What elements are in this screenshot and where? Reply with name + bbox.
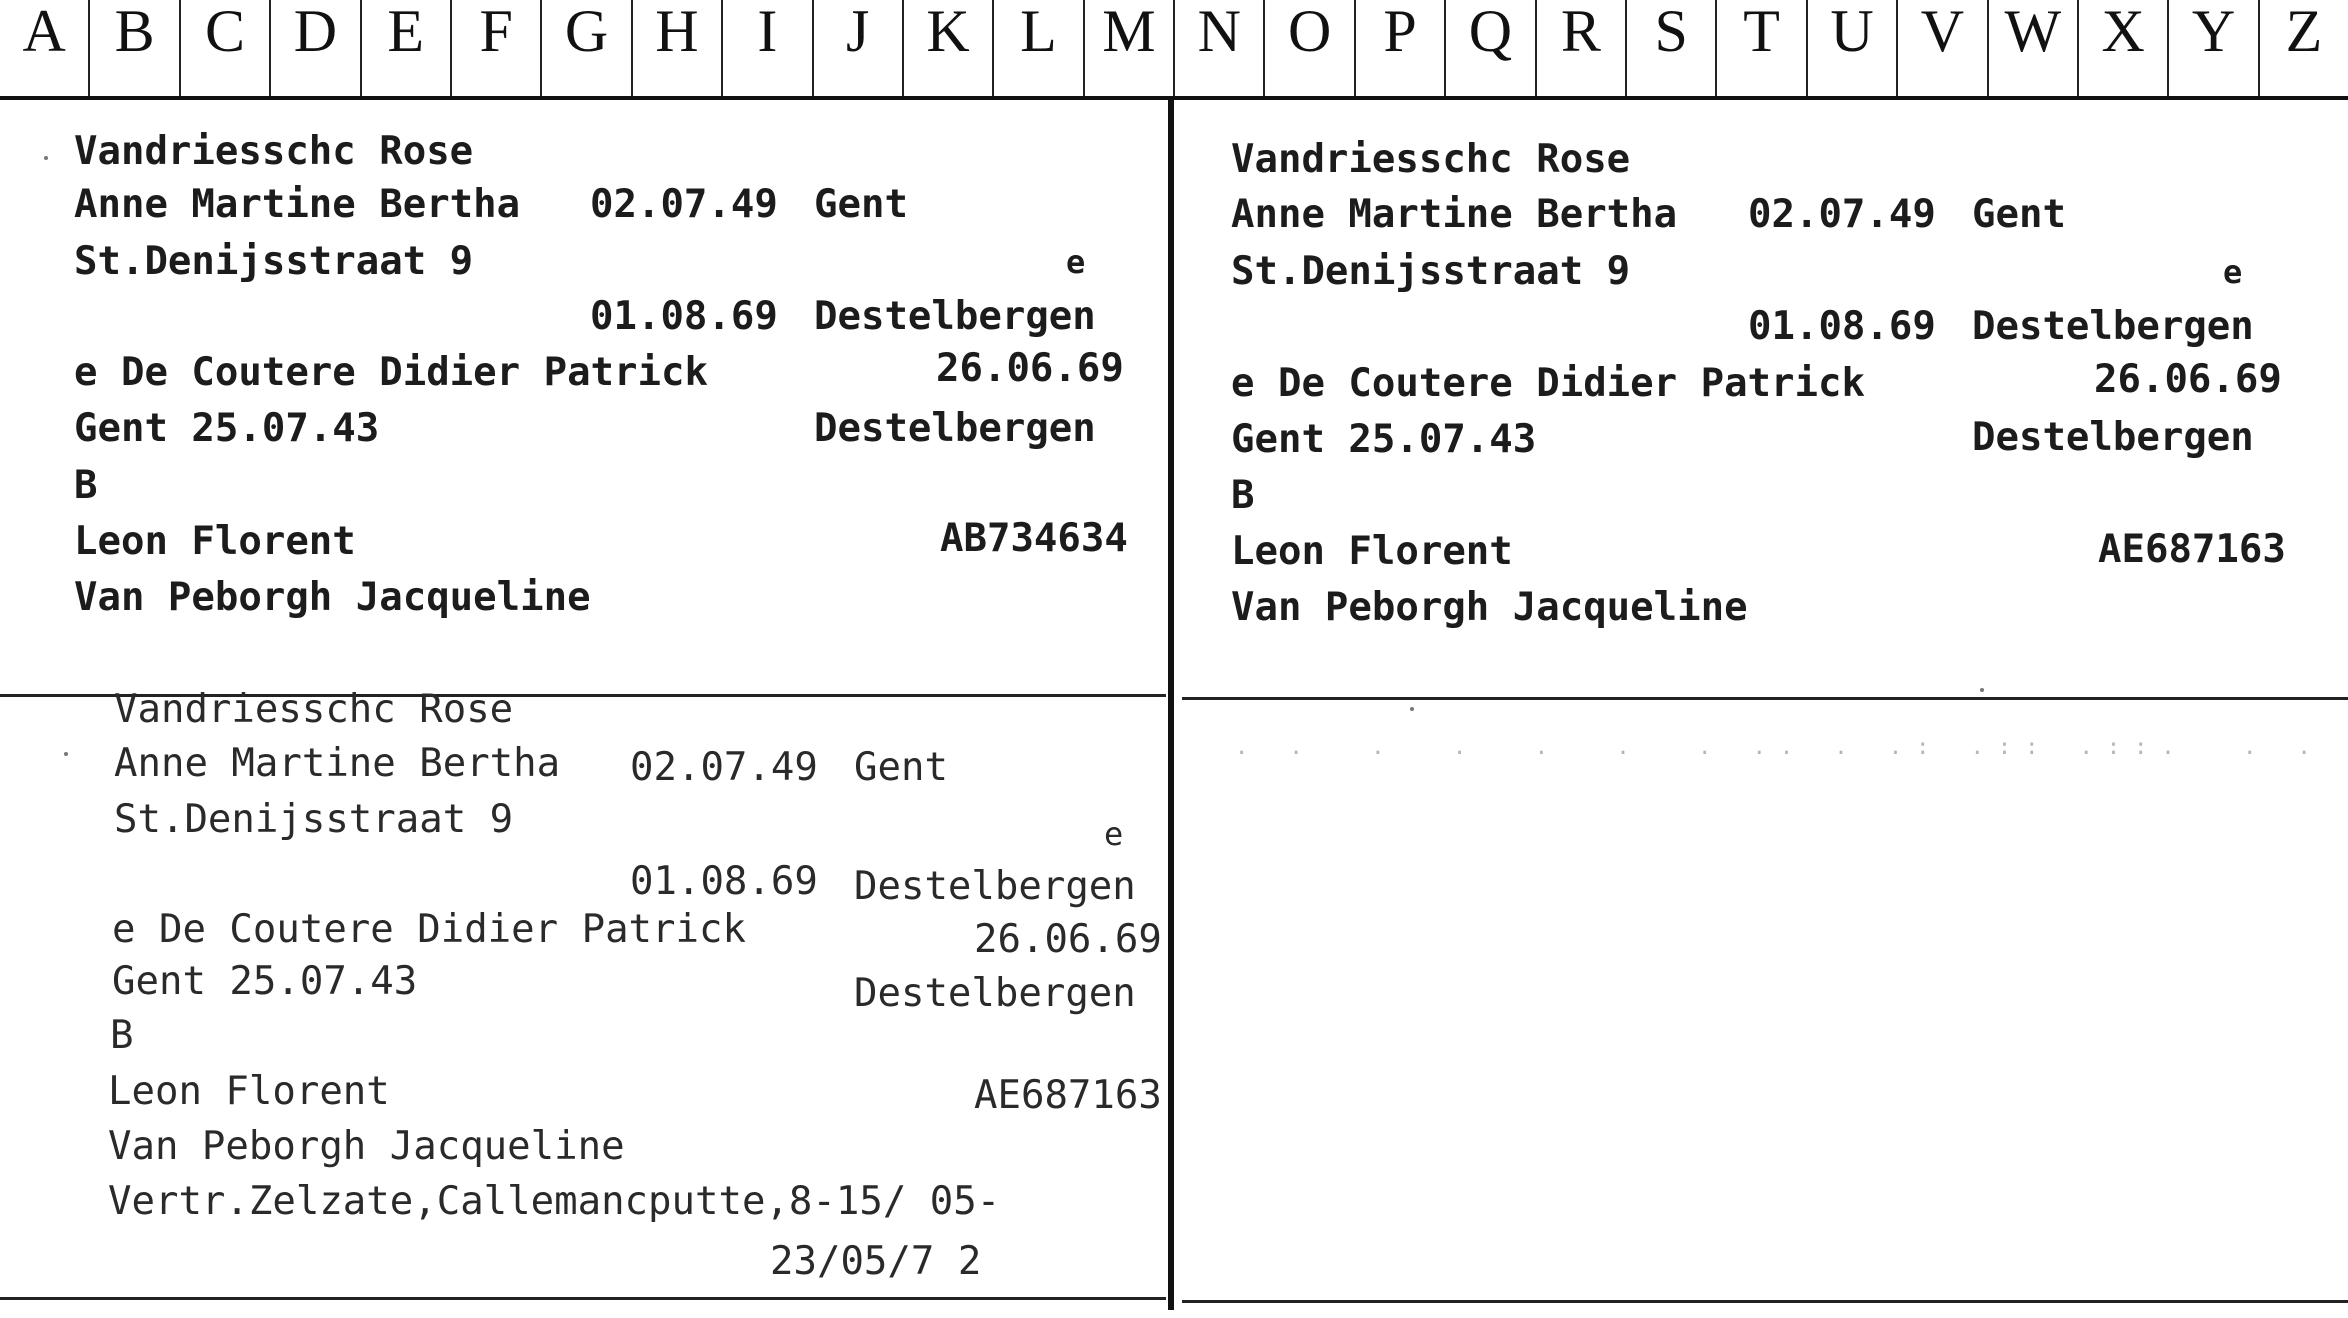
vertical-divider (1168, 100, 1174, 1310)
record-address: St.Denijsstraat 9 (114, 797, 514, 842)
index-letter-w: W (1987, 0, 2077, 96)
record-name: Vandriesschc Rose (1231, 137, 1631, 182)
record-name: Vandriesschc Rose (74, 129, 474, 174)
record-address: St.Denijsstraat 9 (1231, 249, 1631, 294)
index-letter-z: Z (2258, 0, 2348, 96)
record-birth-date: 02.07.49 (630, 745, 818, 790)
record-spouse: e De Coutere Didier Patrick (74, 350, 708, 395)
record-given-names: Anne Martine Bertha (1231, 192, 1678, 237)
scan-noise: . . . . . . . .. . .: .:: .::. . . (1235, 735, 2325, 760)
record-birth-date: 02.07.49 (1748, 192, 1936, 237)
record-superscript: e (2223, 253, 2243, 291)
index-letter-a: A (22, 0, 66, 64)
scan-speck (1980, 688, 1984, 692)
record-birth-date: 02.07.49 (590, 182, 778, 227)
record-birth-place: Gent (814, 182, 908, 227)
record-spouse-birth: Gent 25.07.43 (1231, 417, 1537, 462)
index-letter-y: Y (2167, 0, 2257, 96)
alphabet-index-strip (0, 0, 2348, 100)
index-letter-m: M (1083, 0, 1173, 96)
record-code: B (110, 1013, 134, 1058)
record-address: St.Denijsstraat 9 (74, 239, 474, 284)
record-superscript: e (1104, 815, 1124, 853)
record-spouse-birth: Gent 25.07.43 (112, 959, 418, 1004)
index-letter-p: P (1354, 0, 1444, 96)
record-registration-place: Destelbergen (814, 294, 1096, 339)
record-id-number: AB734634 (940, 516, 1128, 561)
index-letter-x: X (2077, 0, 2167, 96)
index-letter-t: T (1715, 0, 1805, 96)
record-note-date: 23/05/7 2 (770, 1239, 982, 1284)
record-given-names: Anne Martine Bertha (74, 182, 521, 227)
record-id-number: AE687163 (2098, 527, 2286, 572)
index-letter-q: Q (1444, 0, 1534, 96)
index-letter-g: G (540, 0, 630, 96)
record-spouse: e De Coutere Didier Patrick (112, 907, 746, 952)
record-spouse-birth: Gent 25.07.43 (74, 406, 380, 451)
record-registration-place: Destelbergen (1972, 304, 2254, 349)
index-letter-f: F (450, 0, 540, 96)
index-letter-l: L (992, 0, 1082, 96)
index-letter-b: B (88, 0, 178, 96)
record-marriage-place: Destelbergen (814, 406, 1096, 451)
record-marriage-date: 26.06.69 (936, 346, 1124, 391)
record-marriage-place: Destelbergen (854, 971, 1136, 1016)
record-father: Leon Florent (74, 519, 356, 564)
index-letter-d: D (269, 0, 359, 96)
scan-speck (1410, 707, 1414, 711)
record-father: Leon Florent (108, 1069, 390, 1114)
index-letter-s: S (1625, 0, 1715, 96)
index-letter-u: U (1806, 0, 1896, 96)
index-letter-n: N (1173, 0, 1263, 96)
index-letter-c: C (179, 0, 269, 96)
index-letter-j: J (812, 0, 902, 96)
scan-speck (44, 156, 48, 160)
record-code: B (1231, 473, 1255, 518)
record-mother: Van Peborgh Jacqueline (74, 575, 591, 620)
index-letter-o: O (1263, 0, 1353, 96)
record-birth-place: Gent (854, 745, 948, 790)
index-letter-e: E (360, 0, 450, 96)
record-registration-place: Destelbergen (854, 864, 1136, 909)
record-name: Vandriesschc Rose (114, 687, 514, 732)
index-letter-k: K (902, 0, 992, 96)
record-given-names: Anne Martine Bertha (114, 741, 561, 786)
record-id-number: AE687163 (974, 1073, 1162, 1118)
record-marriage-date: 26.06.69 (2094, 357, 2282, 402)
record-marriage-place: Destelbergen (1972, 415, 2254, 460)
index-letter-i: I (721, 0, 811, 96)
record-birth-place: Gent (1972, 192, 2066, 237)
index-letter-r: R (1535, 0, 1625, 96)
record-registration-date: 01.08.69 (590, 294, 778, 339)
record-code: B (74, 463, 98, 508)
horizontal-divider (1182, 697, 2348, 700)
record-spouse: e De Coutere Didier Patrick (1231, 361, 1865, 406)
record-marriage-date: 26.06.69 (974, 917, 1162, 962)
scan-speck (64, 752, 68, 756)
record-superscript: e (1066, 243, 1086, 281)
horizontal-divider (0, 1297, 1166, 1300)
record-note: Vertr.Zelzate,Callemancputte,8-15/ 05- (108, 1179, 1001, 1224)
record-registration-date: 01.08.69 (1748, 304, 1936, 349)
index-letter-v: V (1896, 0, 1986, 96)
record-mother: Van Peborgh Jacqueline (108, 1124, 625, 1169)
record-mother: Van Peborgh Jacqueline (1231, 585, 1748, 630)
index-letter-h: H (631, 0, 721, 96)
record-registration-date: 01.08.69 (630, 859, 818, 904)
horizontal-divider (1182, 1300, 2348, 1303)
record-father: Leon Florent (1231, 529, 1513, 574)
